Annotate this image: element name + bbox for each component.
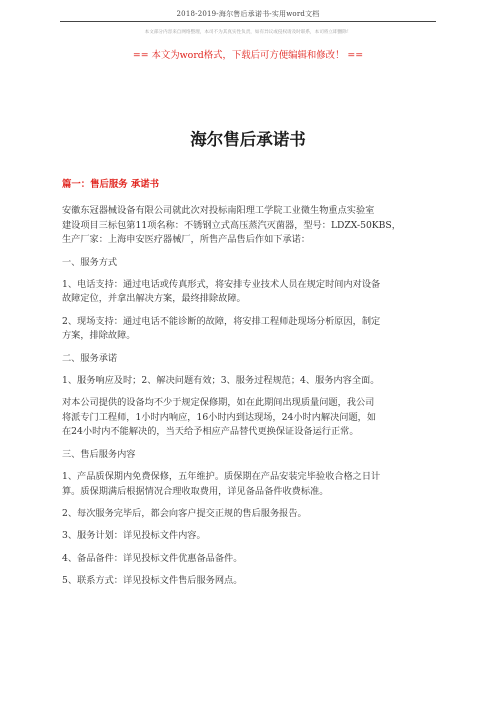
content-item-contact xyxy=(62,574,438,588)
content-item-report xyxy=(62,507,438,521)
text-line: 建设项目三标包第11项名称：不锈钢立式高压蒸汽灭菌器，型号：LDZX-50KBS， xyxy=(62,219,401,231)
service-mode-phone-support xyxy=(62,278,438,307)
text-line: 2、每次服务完毕后，都会向客户提交正规的售后服务报告。 xyxy=(62,507,307,519)
commitment-detail xyxy=(62,396,438,439)
text-line: 1、服务响应及时；2、解决问题有效；3、服务过程规范；4、服务内容全面。 xyxy=(62,375,380,387)
text-line: 1、产品质保期内免费保修，五年维护。质保期在产品安装完毕验收合格之日计 xyxy=(62,471,381,483)
text-line: 1、电话支持：通过电话或传真形式，将安排专业技术人员在规定时间内对设备 xyxy=(62,279,381,291)
text-line: 方案，排除故障。 xyxy=(62,330,136,342)
document-title: 海尔售后承诺书 xyxy=(190,130,306,149)
document-body xyxy=(62,178,438,597)
header-disclaimer: 本文部分内容来自网络整理，本司不为其真实性负责，如有异议或侵权请及时联系，本司将立即删除！ xyxy=(144,30,352,35)
content-item-service-plan xyxy=(62,529,438,543)
text-line: 对本公司提供的设备均不少于规定保修期，如在此期间出现质量问题，我公司 xyxy=(62,397,375,409)
header-divider xyxy=(60,21,436,22)
intro-paragraph xyxy=(62,204,438,247)
text-line: 3、服务计划：详见投标文件内容。 xyxy=(62,530,206,542)
section-heading-service-mode: 一、服务方式 xyxy=(62,256,118,268)
text-line: 安徽东冠器械设备有限公司就此次对投标南阳理工学院工业微生物重点实验室 xyxy=(62,205,375,217)
text-line: 生产厂家：上海申安医疗器械厂，所售产品售后作如下承诺： xyxy=(62,234,311,246)
article-subtitle: 篇一：售后服务 承诺书 xyxy=(62,179,160,190)
text-line: 将派专门工程师，1小时内响应，16小时内到达现场，24小时内解决问题，如 xyxy=(62,411,377,423)
text-line: 故障定位，并拿出解决方案，最终排除故障。 xyxy=(62,293,246,305)
text-line: 算。质保期满后根据情况合理收取费用，详见备品备件收费标准。 xyxy=(62,485,329,497)
content-item-spare-parts xyxy=(62,552,438,566)
content-item-warranty xyxy=(62,470,438,499)
format-notice: == 本文为word格式，下载后可方便编辑和修改！ == xyxy=(132,50,364,61)
text-line: 5、联系方式：详见投标文件售后服务网点。 xyxy=(62,575,243,587)
text-line: 2、现场支持：通过电话不能诊断的故障，将安排工程师赴现场分析原因，制定 xyxy=(62,315,381,327)
commitment-summary xyxy=(62,374,438,388)
header-title: 2018-2019-海尔售后承诺书-实用word文档 xyxy=(176,10,320,18)
section-heading-after-sales-content: 三、售后服务内容 xyxy=(62,448,136,460)
section-heading-service-commitment: 二、服务承诺 xyxy=(62,352,118,364)
service-mode-onsite-support xyxy=(62,315,438,344)
text-line: 4、备品备件：详见投标文件优惠备品备件。 xyxy=(62,552,243,564)
text-line: 在24小时内不能解决的，当天给予相应产品替代更换保证设备运行正常。 xyxy=(62,426,359,438)
